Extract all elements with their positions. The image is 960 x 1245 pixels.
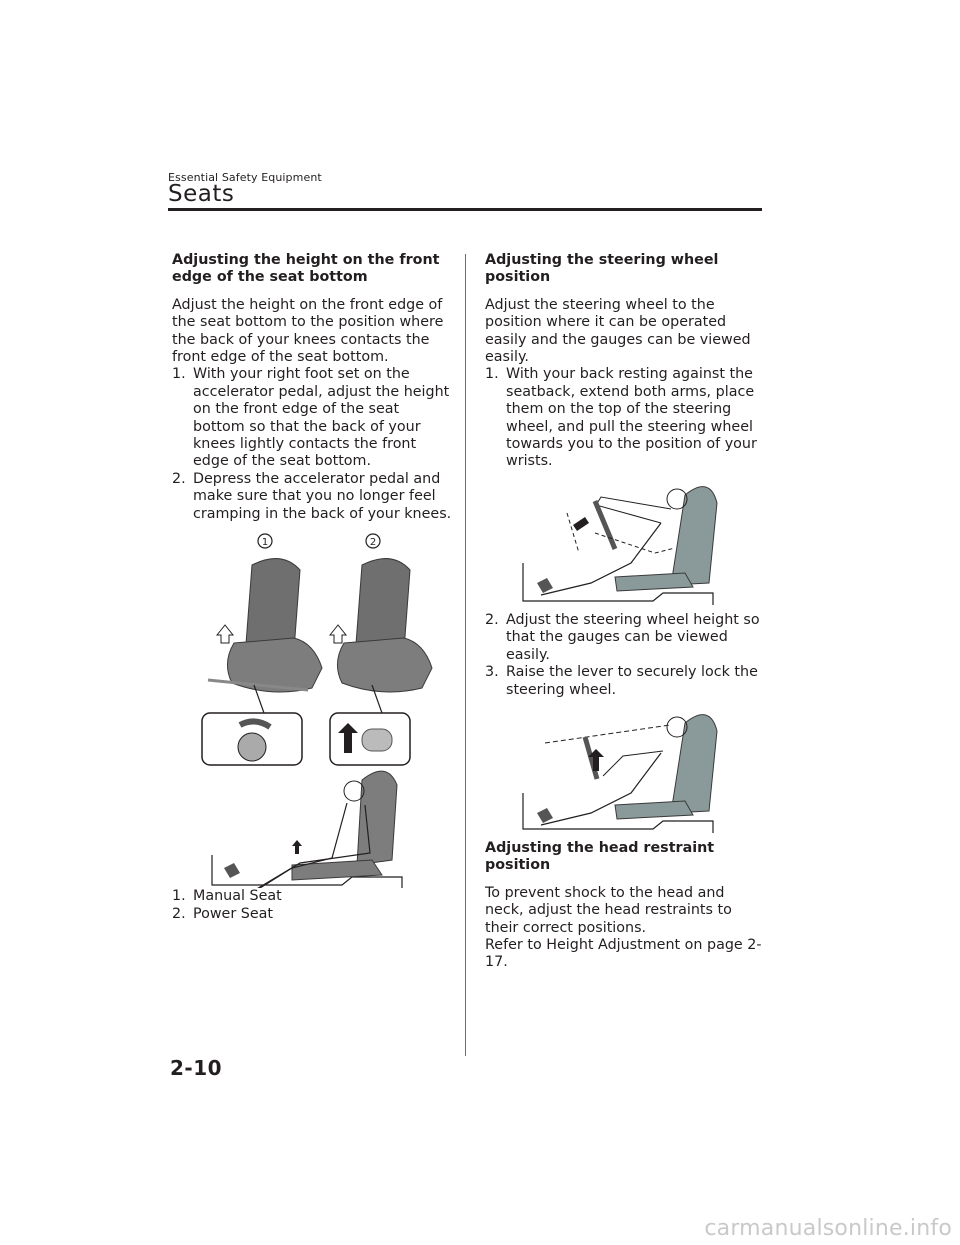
right-column — [485, 252, 767, 972]
power-seat-image — [330, 559, 432, 692]
caption-text: Manual Seat — [193, 888, 282, 905]
steering-height-illustration — [485, 701, 767, 836]
steering-heading: Adjusting the steering wheel position — [485, 252, 719, 286]
column-divider — [465, 254, 466, 1056]
caption-text: Power Seat — [193, 905, 274, 922]
svg-text:2: 2 — [369, 537, 377, 549]
step-number: 1. — [172, 366, 186, 383]
head-restraint-heading: Adjusting the head restraint position — [485, 839, 715, 874]
seat-adjustment-illustration — [172, 525, 454, 888]
list-item — [172, 471, 454, 523]
seat-height-intro: Adjust the height on the front edge of the seat bottom to the position where the back of your knees contacts the front edge of the seat bottom. — [172, 296, 444, 366]
driver-posture-diagram — [212, 771, 402, 888]
figure-captions — [172, 888, 454, 923]
step-number: 2. — [172, 470, 186, 487]
list-item — [172, 888, 454, 905]
section-label: Essential Safety Equipment — [168, 171, 322, 184]
step-number: 1. — [485, 366, 499, 383]
step-number: 2. — [485, 611, 499, 628]
callout-1 — [258, 534, 272, 548]
seat-height-heading: Adjusting the height on the front edge of the seat bottom — [172, 252, 440, 286]
header-rule — [168, 208, 762, 211]
caption-number: 1. — [172, 888, 186, 905]
callout-2 — [366, 534, 380, 548]
page-number: 2-10 — [170, 1056, 223, 1080]
step-text: Raise the lever to securely lock the steering wheel. — [506, 664, 758, 698]
power-switch-detail — [330, 685, 410, 765]
list-item — [485, 664, 767, 699]
step-text: With your right foot set on the accelerator pedal, adjust the height on the front edge of the seat bottom so that the back of your knees lightly contacts the front edge of the seat bottom. — [193, 366, 450, 470]
steering-step-1 — [485, 366, 767, 470]
list-item — [172, 906, 454, 923]
manual-lever-detail — [202, 685, 302, 765]
svg-text:1: 1 — [261, 537, 269, 549]
left-column — [172, 252, 454, 923]
steering-intro: Adjust the steering wheel to the position where it can be operated easily and the gauges can be viewed easily. — [485, 296, 751, 366]
steering-steps-2-3 — [485, 612, 767, 699]
step-text: Adjust the steering wheel height so that the gauges can be viewed easily. — [506, 611, 760, 663]
head-restraint-body: To prevent shock to the head and neck, adjust the head restraints to their correct positions. — [485, 884, 732, 936]
caption-number: 2. — [172, 905, 186, 922]
step-number: 3. — [485, 664, 499, 681]
list-item — [485, 612, 767, 664]
list-item — [172, 366, 454, 470]
head-restraint-reference: Refer to Height Adjustment on page 2-17. — [485, 936, 762, 971]
step-text: With your back resting against the seatback, extend both arms, place them on the top of the steering wheel, and pull the steering wheel towards you to the position of your wrists. — [506, 366, 757, 470]
page-title: Seats — [168, 181, 235, 207]
step-text: Depress the accelerator pedal and make sure that you no longer feel cramping in the back of your knees. — [193, 470, 452, 522]
seat-height-steps — [172, 366, 454, 523]
watermark: carmanualsonline.info — [704, 1216, 952, 1241]
list-item — [485, 366, 767, 470]
manual-seat-image — [208, 559, 322, 692]
steering-reach-illustration — [485, 473, 767, 608]
